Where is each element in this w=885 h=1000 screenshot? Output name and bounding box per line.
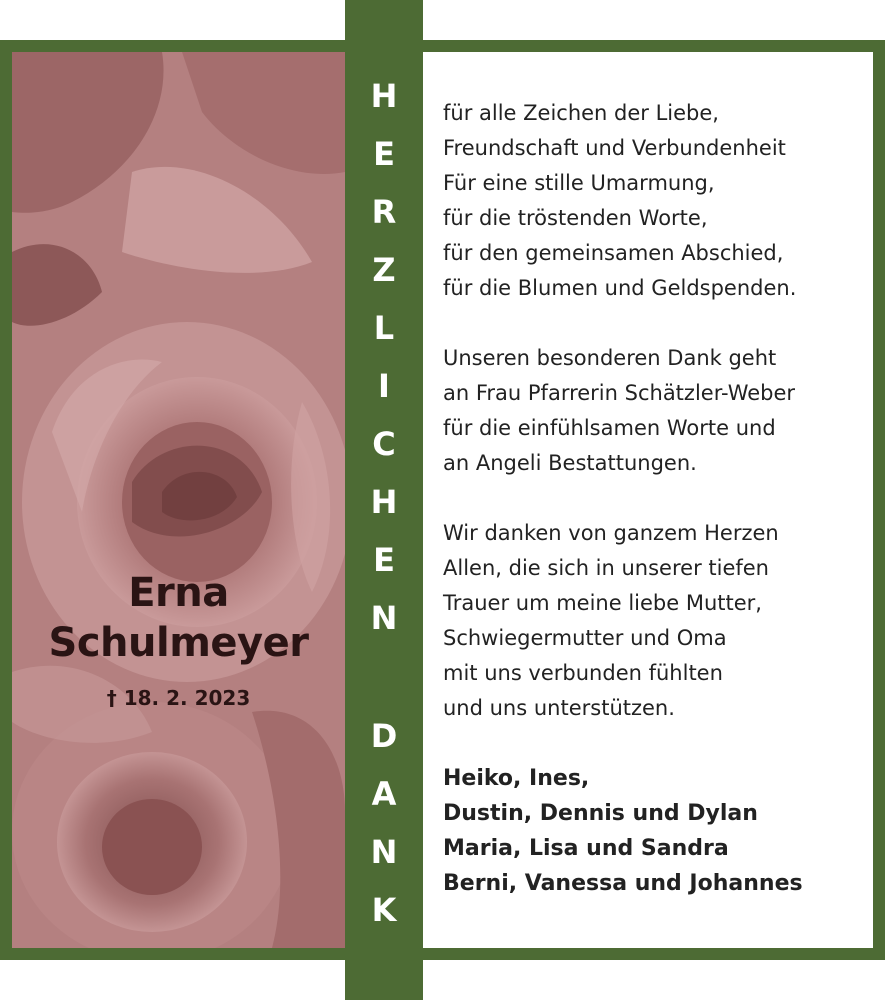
text-line: Freundschaft und Verbundenheit — [443, 136, 786, 160]
text-line: für den gemeinsamen Abschied, — [443, 241, 784, 265]
title-letter: L — [373, 309, 395, 347]
text-line: Trauer um meine liebe Mutter, — [443, 591, 762, 615]
text-line: für die Blumen und Geldspenden. — [443, 276, 797, 300]
signature-line: Dustin, Dennis und Dylan — [443, 801, 758, 826]
text-line: Allen, die sich in unserer tiefen — [443, 556, 769, 580]
rose-illustration — [12, 52, 345, 948]
text-line: für alle Zeichen der Liebe, — [443, 101, 719, 125]
text-line: für die tröstenden Worte, — [443, 206, 708, 230]
death-date: † 18. 2. 2023 — [106, 686, 251, 710]
deceased-info — [12, 568, 345, 710]
signature-line: Berni, Vanessa und Johannes — [443, 871, 803, 896]
title-letter: R — [371, 193, 397, 231]
text-line: Schwiegermutter und Oma — [443, 626, 727, 650]
title-letter: K — [371, 891, 397, 929]
signature-line: Heiko, Ines, — [443, 766, 590, 791]
text-line: für die einfühlsamen Worte und — [443, 416, 776, 440]
title-letter: E — [373, 135, 395, 173]
title-letter: H — [370, 77, 398, 115]
title-letter: D — [370, 717, 398, 755]
signatures — [443, 761, 878, 901]
text-line: Wir danken von ganzem Herzen — [443, 521, 779, 545]
text-line: und uns unterstützen. — [443, 696, 675, 720]
text-line: an Frau Pfarrerin Schätzler-Weber — [443, 381, 796, 405]
text-line: Unseren besonderen Dank geht — [443, 346, 777, 370]
thank-you-text — [443, 96, 878, 901]
rose-photo — [12, 52, 345, 948]
paragraph-heartfelt — [443, 516, 878, 726]
title-letter: N — [370, 833, 398, 871]
text-line: Für eine stille Umarmung, — [443, 171, 715, 195]
title-letter: N — [370, 599, 398, 637]
title-letter: I — [378, 367, 390, 405]
title-letter: H — [370, 483, 398, 521]
title-letter: C — [372, 425, 396, 463]
title-letter: A — [371, 775, 397, 813]
first-name: Erna — [128, 570, 229, 616]
signature-line: Maria, Lisa und Sandra — [443, 836, 729, 861]
text-line: mit uns verbunden fühlten — [443, 661, 723, 685]
paragraph-thanks — [443, 96, 878, 306]
title-letter: E — [373, 541, 395, 579]
last-name: Schulmeyer — [48, 620, 309, 666]
paragraph-special-thanks — [443, 341, 878, 481]
title-letter: Z — [372, 251, 396, 289]
text-line: an Angeli Bestattungen. — [443, 451, 697, 475]
